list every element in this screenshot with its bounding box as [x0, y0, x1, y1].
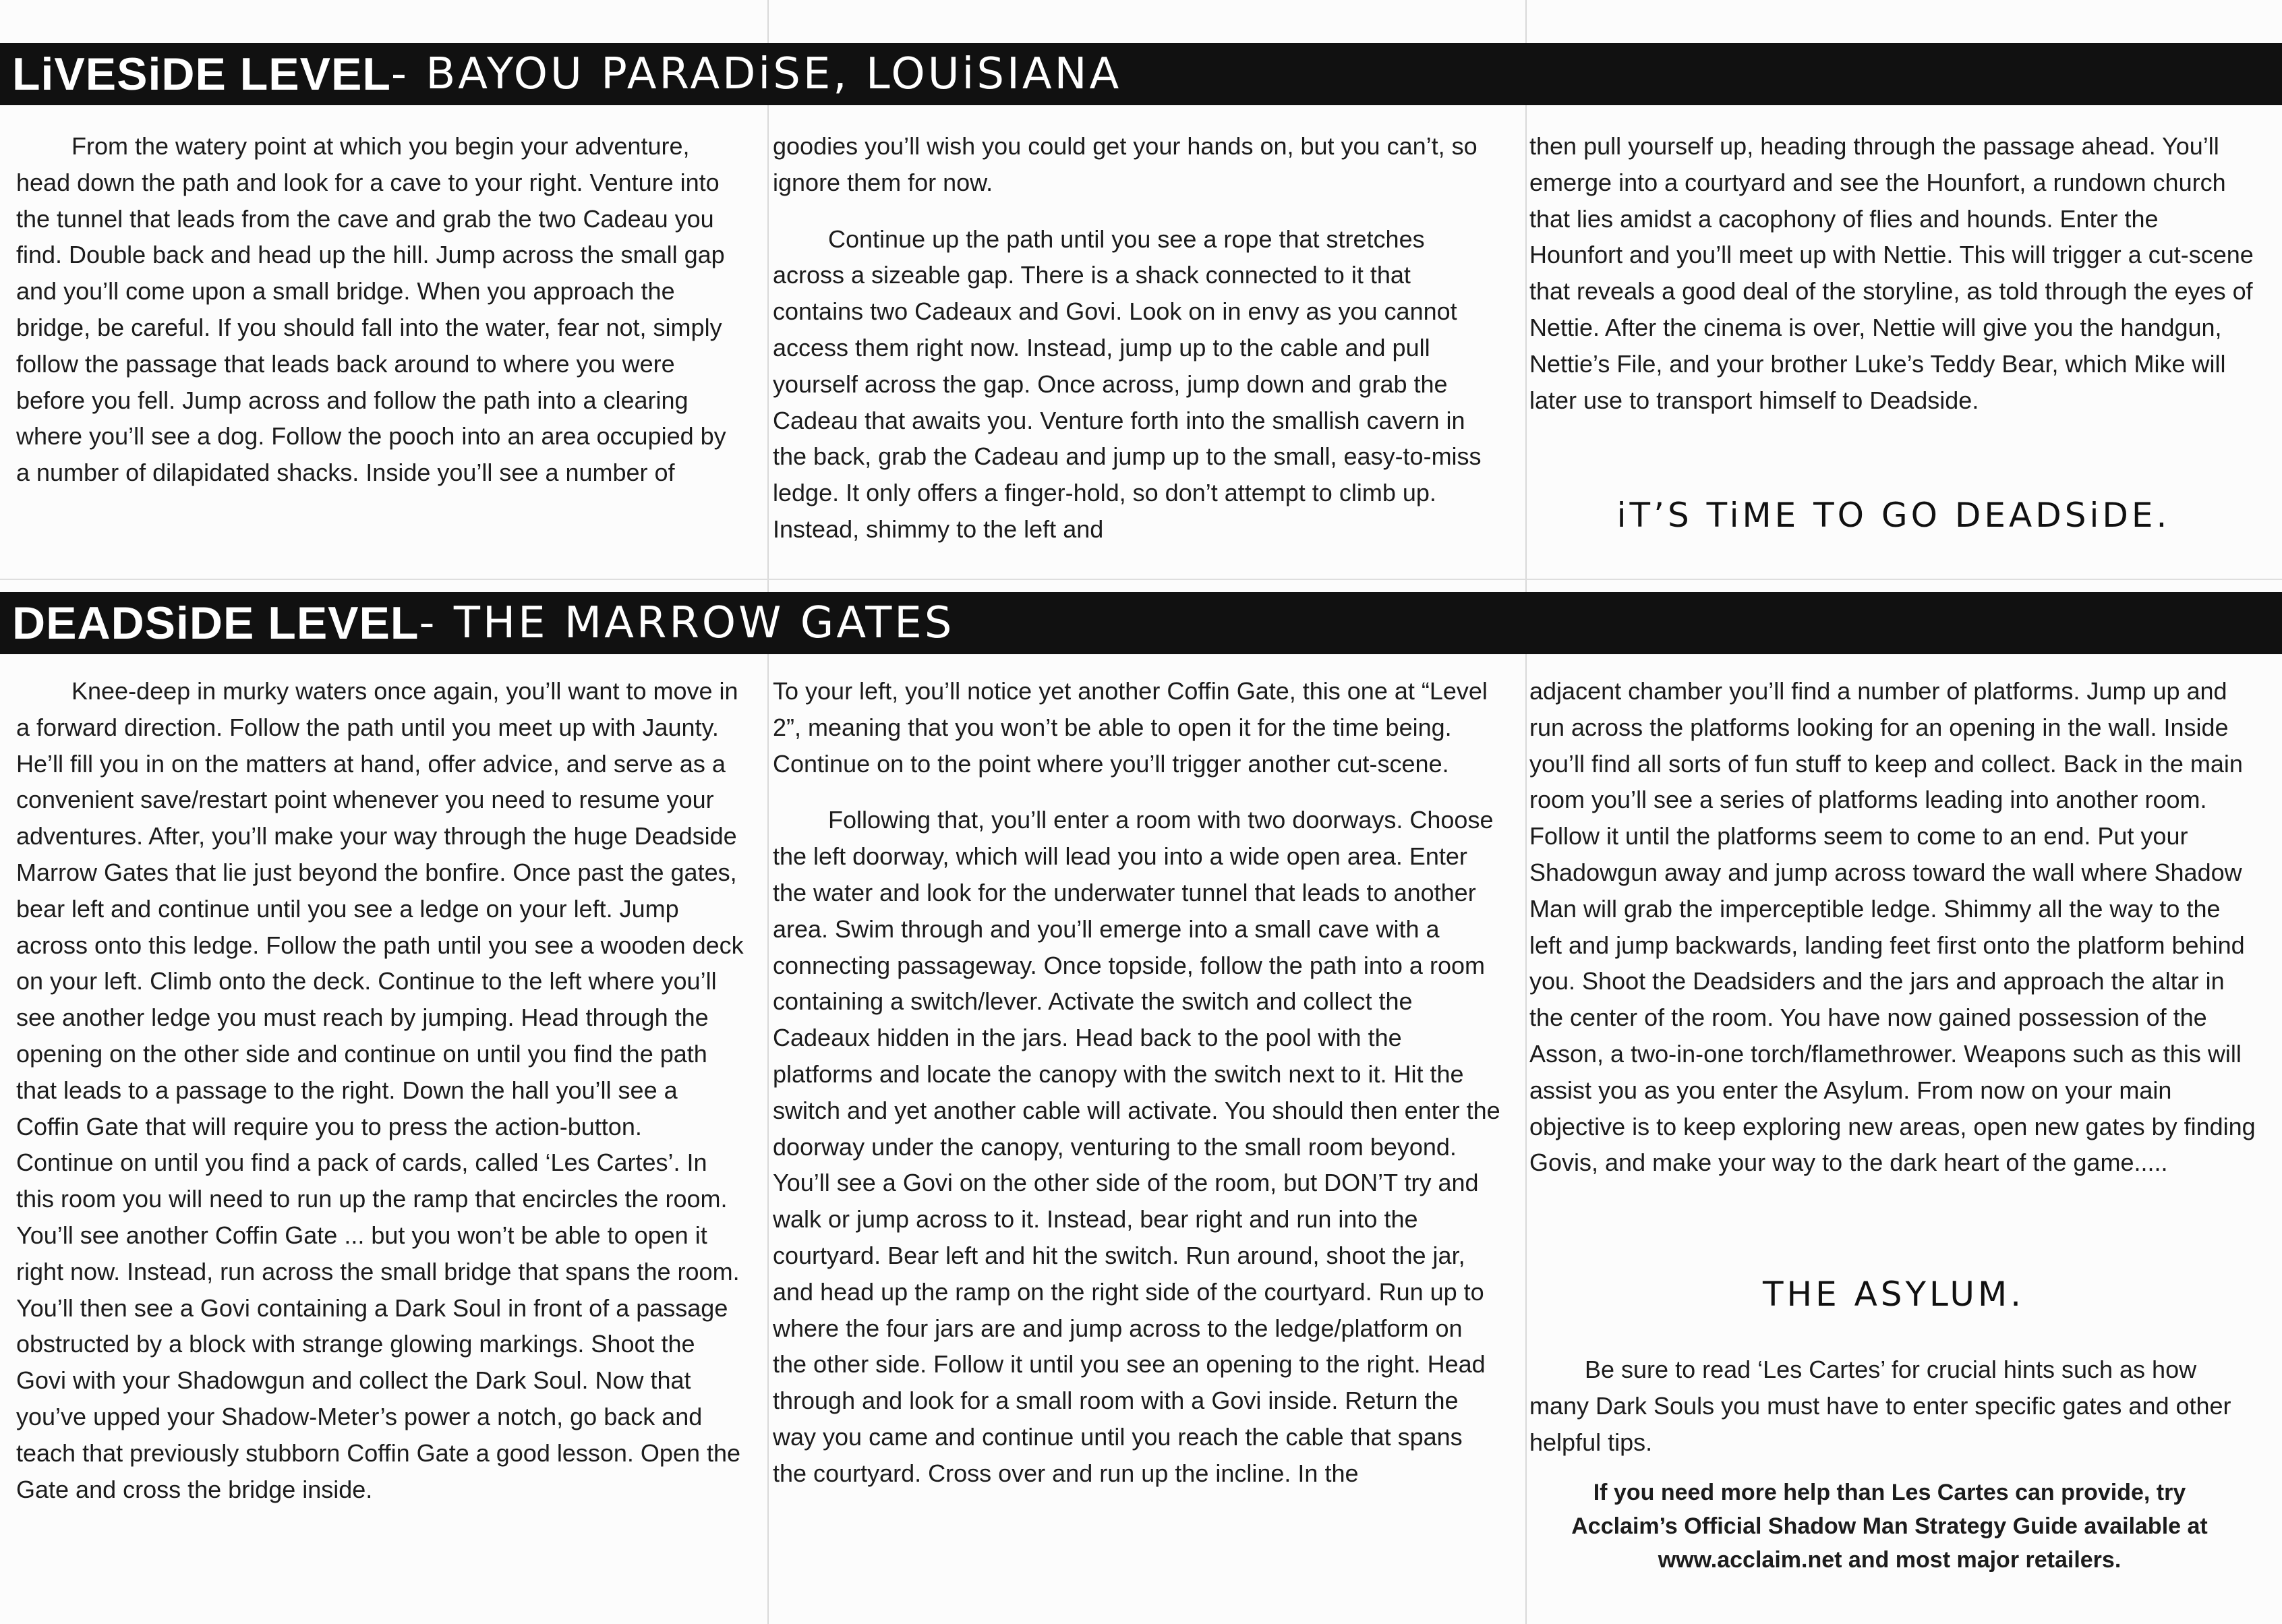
liveside-column-2	[773, 128, 1501, 548]
deadside-header	[0, 592, 2282, 654]
deadside-column-3	[1529, 673, 2258, 1181]
liveside-header	[0, 43, 2282, 105]
paragraph: Following that, you’ll enter a room with two doorways. Choose the left doorway, which will lead you into a wide open area. Enter the water and look for the underwater tunnel that leads to another area. Swim through and you’ll emerge into a small cave with a connecting passageway. Once topside, follow the path into a room containing a switch/lever. Activate the switch and collect the Cadeaux hidden in the jars. Head back to the pool with the platforms and locate the canopy with the switch next to it. Hit the switch and yet another cable will activate. You should then enter the doorway under the canopy, venturing to the small room beyond. You’ll see a Govi on the other side of the room, but DON’T try and walk or jump across to it. Instead, bear right and run into the courtyard. Bear left and hit the switch. Run around, shoot the jar, and head up the ramp on the right side of the courtyard. Run up to where the four jars are and jump across to the ledge/platform on the other side. Follow it until you see an opening to the right. Head through and look for a small room with a Govi inside. Return the way you came and continue until you reach the cable that spans the courtyard. Cross over and run up the incline. In the	[773, 806, 1500, 1487]
deadside-header-title: DEADSiDE LEVEL	[12, 598, 419, 649]
paragraph: adjacent chamber you’ll find a number of platforms. Jump up and run across the platforms looking for an opening in the wall. Inside you’ll find all sorts of fun stuff to keep and collect. Back in the main room you’ll see a series of platforms leading into another room. Follow it until the platforms seem to come to an end. Put your Shadowgun away and jump across toward the wall where Shadow Man will grab the imperceptible ledge. Shimmy all the way to the left and jump backwards, landing feet first onto the platform behind you. Shoot the Deadsiders and the jars and approach the altar in the center of the room. You have now gained possession of the Asson, a two-in-one torch/flamethrower. Weapons such as this will assist you as you enter the Asylum. From now on your main objective is to keep exploring new areas, open new gates by finding Govis, and make your way to the dark heart of the game.....	[1529, 677, 2256, 1177]
closing-line: Acclaim’s Official Shadow Man Strategy Guide available at	[1571, 1513, 2208, 1539]
paragraph: then pull yourself up, heading through the passage ahead. You’ll emerge into a courtyard and see the Hounfort, a rundown church that lies amidst a cacophony of flies and hounds. Enter the Hounfort and you’ll meet up with Nettie. This will trigger a cut-scene that reveals a good deal of the storyline, as told through the eyes of Nettie. After the cinema is over, Nettie will give you the handgun, Nettie’s File, and your brother Luke’s Teddy Bear, which Mike will later use to transport himself to Deadside.	[1529, 132, 2254, 414]
paragraph: Continue up the path until you see a rope that stretches across a sizeable gap. There is a shack connected to it that contains two Cadeaux and Govi. Look on in envy as you cannot access them right now. Instead, jump up to the cable and pull yourself across the gap. Once across, jump down and grab the Cadeau that awaits you. Venture forth into the smallish cavern in the back, grab the Cadeau and jump up to the small, easy-to-miss ledge. It only offers a finger-hold, so don’t attempt to climb up. Instead, shimmy to the left and	[773, 225, 1482, 543]
deadside-column-1	[16, 673, 744, 1507]
paragraph: Be sure to read ‘Les Cartes’ for crucial hints such as how many Dark Souls you must have to enter specific gates and other helpful tips.	[1529, 1356, 2231, 1456]
closing-line: www.acclaim.net and most major retailers.	[1658, 1547, 2122, 1573]
liveside-column-1	[16, 128, 744, 491]
deadside-column-2	[773, 673, 1501, 1492]
liveside-header-subtitle: - BAYOU PARADiSE, LOUiSIANA	[390, 49, 1122, 99]
deadside-header-subtitle: - THE MARROW GATES	[419, 598, 955, 648]
paragraph: Knee-deep in murky waters once again, you’ll want to move in a forward direction. Follow the path until you meet up with Jaunty. He’ll fill you in on the matters at hand, offer advice, and serve as a convenient save/restart point whenever you need to resume your adventures. After, you’ll make your way through the huge Deadside Marrow Gates that lie just beyond the bonfire. Once past the gates, bear left and continue until you see a ledge on your left. Jump across onto this ledge. Follow the path until you see a wooden deck on your left. Climb onto the deck. Continue to the left where you’ll see another ledge you must reach by jumping. Head through the opening on the other side and continue on until you find the path that leads to a passage to the right. Down the hall you’ll see a Coffin Gate that will require you to press the action-button. Continue on until you find a pack of cards, called ‘Les Cartes’. In this room you will need to run up the ramp that encircles the room. You’ll see another Coffin Gate ... but you won’t be able to open it right now. Instead, run across the small bridge that spans the room. You’ll then see a Govi containing a Dark Soul in front of a passage obstructed by a block with strange glowing markings. Shoot the Govi with your Shadowgun and collect the Dark Soul. Now that you’ve upped your Shadow-Meter’s power a notch, go back and teach that previously stubborn Coffin Gate a good lesson. Open the Gate and cross the bridge inside.	[16, 677, 744, 1503]
help-closing	[1525, 1476, 2254, 1577]
fold-line	[767, 0, 769, 1624]
deadside-callout: THE ASYLUM.	[1762, 1275, 2025, 1314]
liveside-column-3	[1529, 128, 2258, 418]
paragraph: From the watery point at which you begin your adventure, head down the path and look for a cave to your right. Venture into the tunnel that leads from the cave and grab the two Cadeau you find. Double back and head up the hill. Jump across the small gap and you’ll come upon a small bridge. When you approach the bridge, be careful. If you should fall into the water, fear not, simply follow the passage that leads back around to where you were before you fell. Jump across and follow the path into a clearing where you’ll see a dog. Follow the pooch into an area occupied by a number of dilapidated shacks. Inside you’ll see a number of	[16, 132, 726, 487]
liveside-callout: iT’S TiME TO GO DEADSiDE.	[1616, 496, 2171, 535]
deadside-tip	[1529, 1352, 2258, 1460]
paragraph: goodies you’ll wish you could get your hands on, but you can’t, so ignore them for now.	[773, 132, 1478, 196]
fold-line	[1525, 0, 1527, 1624]
fold-line	[0, 579, 2282, 580]
website-link[interactable]: www.acclaim.net	[1658, 1547, 1842, 1573]
paragraph: To your left, you’ll notice yet another Coffin Gate, this one at “Level 2”, meaning that you won’t be able to open it for the time being. Continue on to the point where you’ll trigger another cut-scene.	[773, 677, 1488, 778]
liveside-header-title: LiVESiDE LEVEL	[12, 49, 391, 100]
closing-line: If you need more help than Les Cartes can provide, try	[1593, 1480, 2186, 1505]
